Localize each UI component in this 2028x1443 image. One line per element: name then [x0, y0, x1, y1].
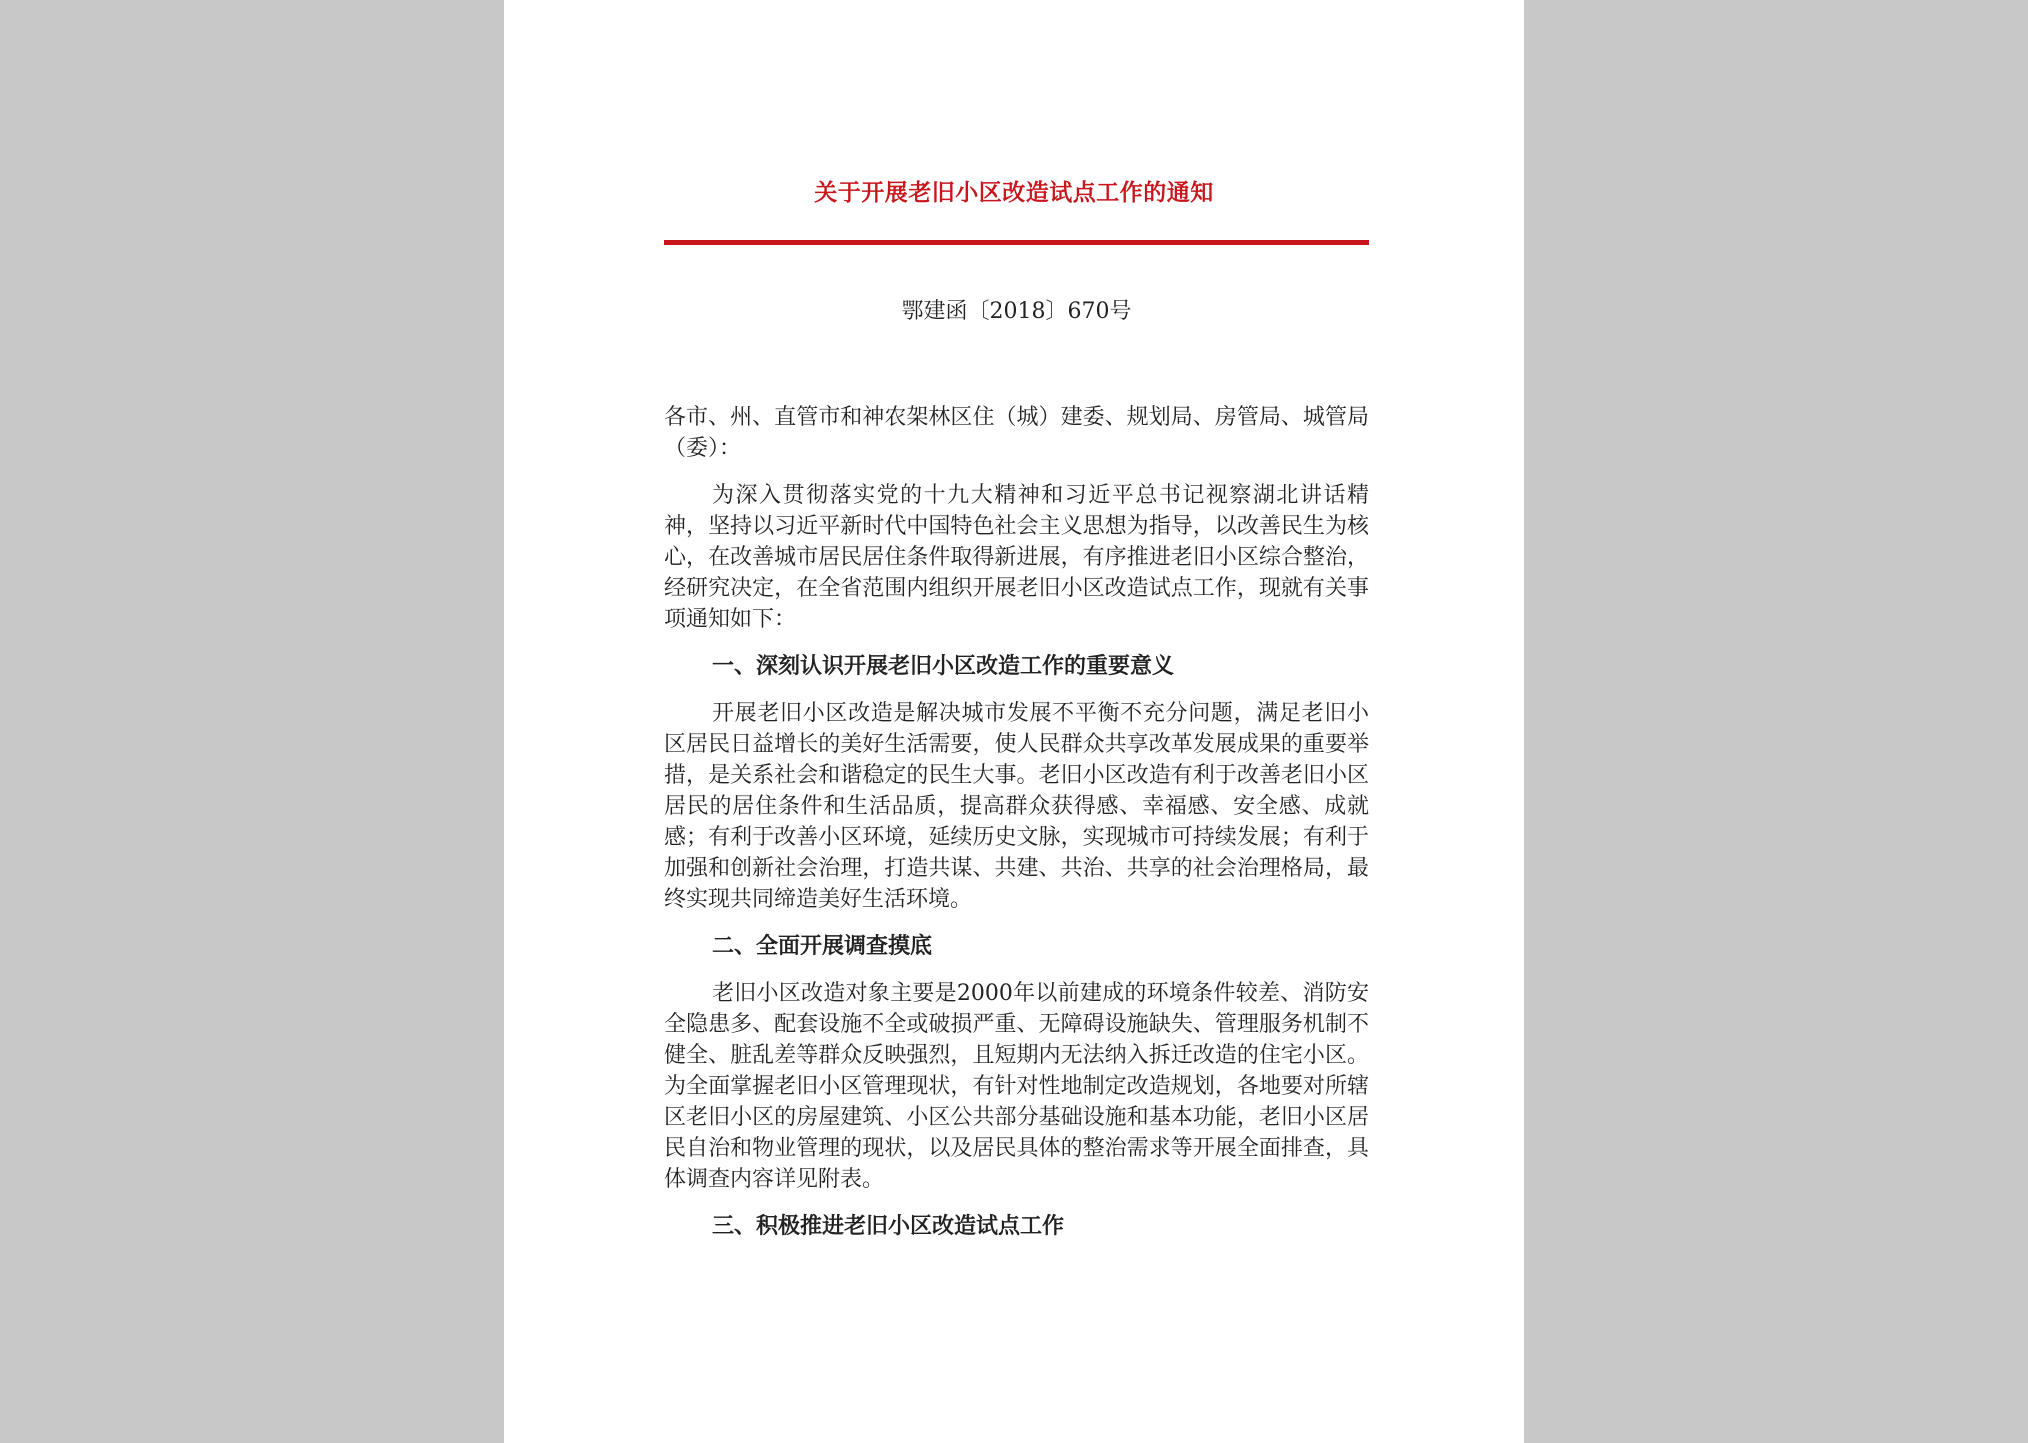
- section-body-2: 老旧小区改造对象主要是2000年以前建成的环境条件较差、消防安全隐患多、配套设施不全或破损严重、无障碍设施缺失、管理服务机制不健全、脏乱差等群众反映强烈，且短期内无法纳入拆迁改造的住宅小区。为全面掌握老旧小区管理现状，有针对性地制定改造规划，各地要对所辖区老旧小区的房屋建筑、小区公共部分基础设施和基本功能，老旧小区居民自治和物业管理的现状，以及居民具体的整治需求等开展全面排查，具体调查内容详见附表。: [664, 981, 1369, 1192]
- document-number: 鄂建函〔2018〕670号: [901, 299, 1132, 324]
- intro-paragraph: 为深入贯彻落实党的十九大精神和习近平总书记视察湖北讲话精神，坚持以习近平新时代中国特色社会主义思想为指导，以改善民生为核心，在改善城市居民居住条件取得新进展，有序推进老旧小区综合整治，经研究决定，在全省范围内组织开展老旧小区改造试点工作，现就有关事项通知如下：: [664, 483, 1369, 632]
- addressee: 各市、州、直管市和神农架林区住（城）建委、规划局、房管局、城管局（委）：: [664, 405, 1369, 461]
- document-page: [504, 0, 1524, 1443]
- red-header-rule: [664, 240, 1369, 245]
- section-heading-2: 二、全面开展调查摸底: [712, 933, 933, 959]
- section-heading-1: 一、深刻认识开展老旧小区改造工作的重要意义: [712, 653, 1175, 679]
- section-heading-3: 三、积极推进老旧小区改造试点工作: [712, 1213, 1065, 1239]
- document-title: 关于开展老旧小区改造试点工作的通知: [814, 179, 1214, 206]
- section-body-1: 开展老旧小区改造是解决城市发展不平衡不充分问题，满足老旧小区居民日益增长的美好生活需要，使人民群众共享改革发展成果的重要举措，是关系社会和谐稳定的民生大事。老旧小区改造有利于改善老旧小区居民的居住条件和生活品质，提高群众获得感、幸福感、安全感、成就感；有利于改善小区环境，延续历史文脉，实现城市可持续发展；有利于加强和创新社会治理，打造共谋、共建、共治、共享的社会治理格局，最终实现共同缔造美好生活环境。: [664, 701, 1369, 912]
- document-body: [664, 402, 1369, 1258]
